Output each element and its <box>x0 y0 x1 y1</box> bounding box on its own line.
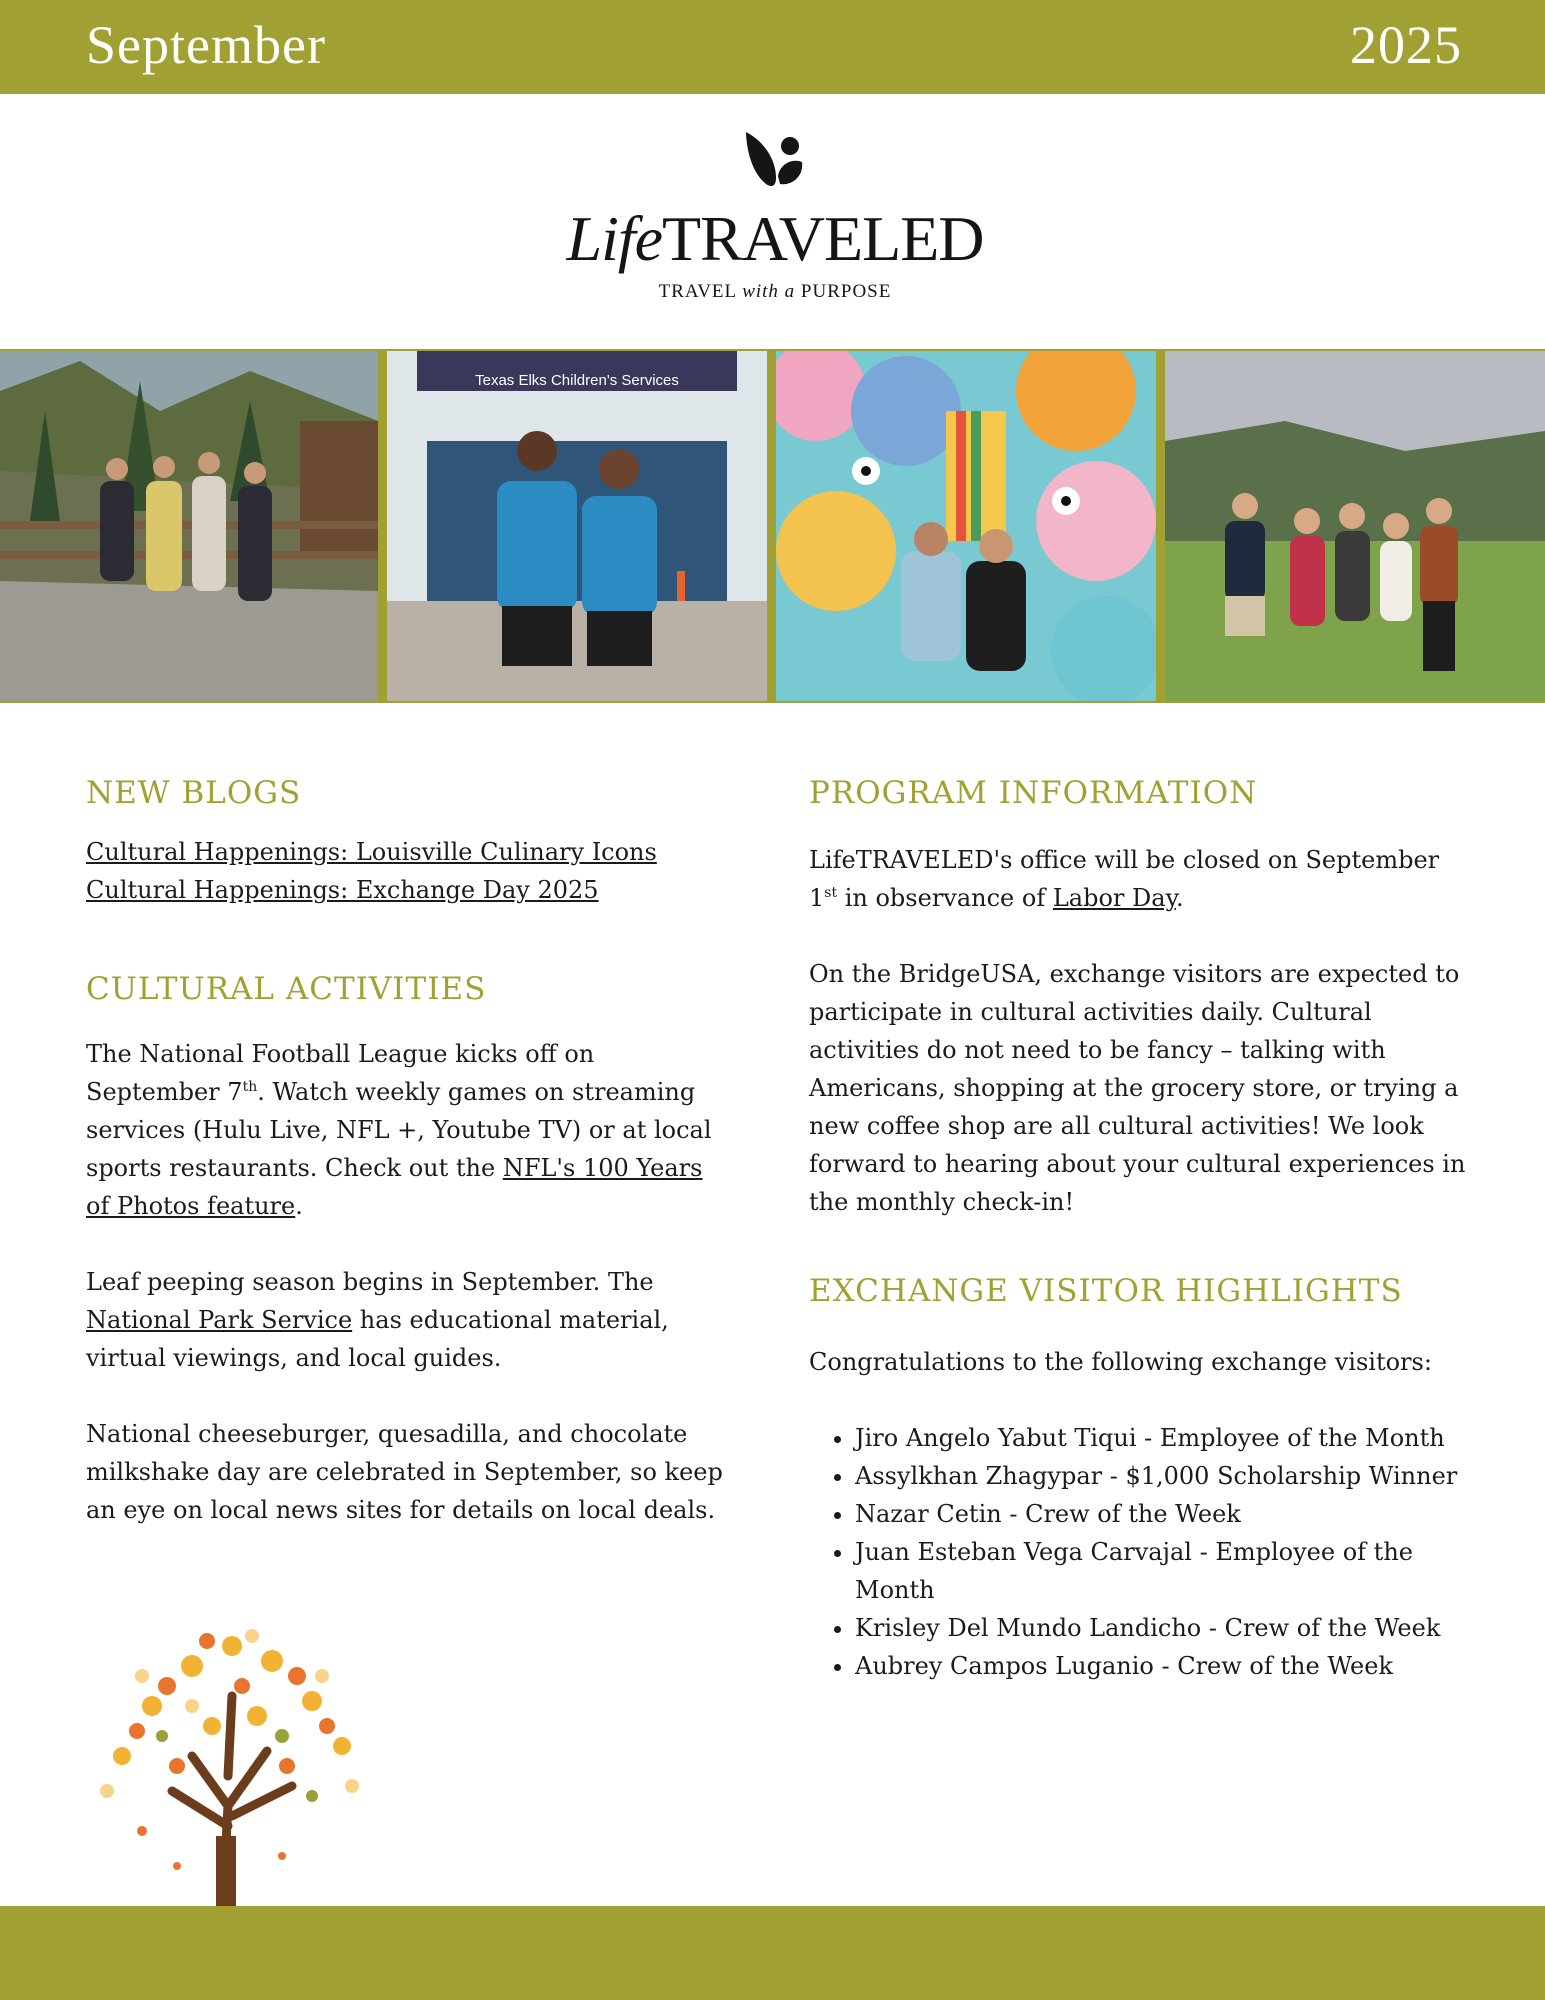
list-item: • Jiro Angelo Yabut Tiqui - Employee of the Month <box>855 1419 1469 1457</box>
program-information-heading: PROGRAM INFORMATION <box>809 775 1258 811</box>
leaf-peeping-paragraph: Leaf peeping season begins in September. The National Park Service has educational material, virtual viewings, and local guides. <box>86 1268 669 1372</box>
autumn-tree-icon <box>82 1616 382 1916</box>
svg-text:Texas Elks Children's Services: Texas Elks Children's Services <box>475 372 679 389</box>
list-item: • Nazar Cetin - Crew of the Week <box>855 1495 1469 1533</box>
list-item: • Juan Esteban Vega Carvajal - Employee of the Month <box>855 1533 1469 1609</box>
photo-strip <box>0 349 1545 703</box>
highlights-intro: Congratulations to the following exchange visitors: <box>809 1348 1432 1376</box>
blog-link-louisville[interactable]: Cultural Happenings: Louisville Culinary Icons <box>86 838 657 866</box>
month-label: September <box>86 15 326 75</box>
list-item: • Krisley Del Mundo Landicho - Crew of the Week <box>855 1609 1469 1647</box>
national-park-service-link[interactable]: National Park Service <box>86 1306 353 1334</box>
photo-mural <box>776 351 1156 701</box>
right-column <box>809 775 1469 1685</box>
footer-bar <box>0 1906 1545 2000</box>
leaf-logo-icon <box>742 128 808 190</box>
national-food-days-paragraph: National cheeseburger, quesadilla, and chocolate milkshake day are celebrated in September, so keep an eye on local news sites for details on local deals. <box>86 1420 723 1524</box>
logo-wordmark: LifeTRAVELED <box>566 203 984 274</box>
left-column <box>86 775 726 1529</box>
labor-day-link[interactable]: Labor Day <box>1052 884 1176 912</box>
office-closed-paragraph: LifeTRAVELED's office will be closed on September 1st in observance of Labor Day. <box>809 846 1440 912</box>
photo-field-group <box>1165 351 1545 701</box>
logo-tagline: TRAVEL with a PURPOSE <box>658 281 892 302</box>
cultural-activities-heading: CULTURAL ACTIVITIES <box>86 971 487 1007</box>
blog-link-exchange-day[interactable]: Cultural Happenings: Exchange Day 2025 <box>86 876 599 904</box>
exchange-visitor-highlights-heading: EXCHANGE VISITOR HIGHLIGHTS <box>809 1273 1403 1309</box>
nfl-photos-link[interactable]: NFL's 100 Years of Photos feature <box>86 1154 703 1220</box>
bridgeusa-paragraph: On the BridgeUSA, exchange visitors are expected to participate in cultural activities daily. Cultural activities do not need to be fancy – talking with Americans, shopping at the grocery store, or trying a new coffee shop are all cultural activities! We look forward to hearing about your cultural experiences in the monthly check-in! <box>809 960 1466 1216</box>
photo-texas-elks <box>387 351 767 701</box>
nfl-paragraph: The National Football League kicks off on September 7th. Watch weekly games on streaming services (Hulu Live, NFL +, Youtube TV) or at local sports restaurants. Check out the NFL's 100 Years of Photos feature. <box>86 1040 712 1220</box>
lifetraveled-logo <box>560 126 990 311</box>
header-bar <box>0 0 1545 94</box>
year-label: 2025 <box>1350 15 1462 75</box>
new-blogs-heading: NEW BLOGS <box>86 775 302 811</box>
list-item: • Assylkhan Zhagypar - $1,000 Scholarship Winner <box>855 1457 1469 1495</box>
photo-zipline-group <box>0 351 378 701</box>
highlights-list <box>809 1419 1469 1685</box>
list-item: • Aubrey Campos Luganio - Crew of the Week <box>855 1647 1469 1685</box>
